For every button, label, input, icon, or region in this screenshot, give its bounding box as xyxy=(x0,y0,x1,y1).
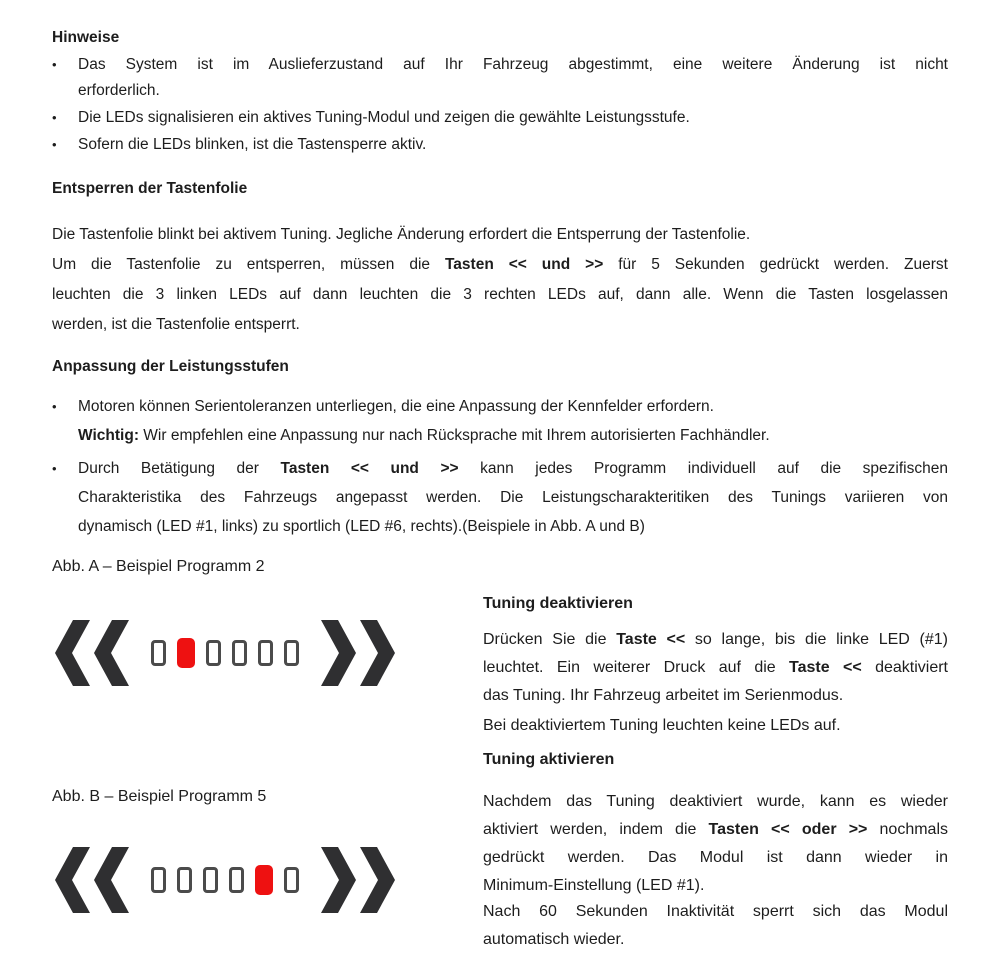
bullet-marker: • xyxy=(52,110,57,125)
bullet-item xyxy=(52,454,948,541)
section-title-hinweise: Hinweise xyxy=(52,29,120,46)
deactivate-paragraph-1 xyxy=(483,626,948,710)
double-chevron-left-icon xyxy=(55,620,129,686)
text: kann jedes Programm individuell auf die spezifischen xyxy=(458,460,948,477)
text-line xyxy=(483,872,948,900)
led-indicator-off xyxy=(203,867,218,893)
bullet-marker: • xyxy=(52,137,57,152)
led-indicator-off xyxy=(284,867,299,893)
text-line xyxy=(78,105,948,131)
bold-text: Taste << xyxy=(616,631,686,648)
text-line xyxy=(483,788,948,816)
text-line xyxy=(483,654,948,682)
text-line xyxy=(52,310,948,340)
text-line xyxy=(52,250,948,280)
bold-text: Tasten << und >> xyxy=(280,460,459,477)
figure-b xyxy=(55,847,395,913)
double-chevron-right-icon xyxy=(321,620,395,686)
bullet-text xyxy=(78,392,948,450)
text: Die Tastenfolie blinkt bei aktivem Tuning. Jegliche Änderung erfordert die Entsperrung der Tastenfolie. xyxy=(52,226,751,243)
text-line xyxy=(78,483,948,512)
bullet-text xyxy=(78,105,948,131)
led-indicator-off xyxy=(206,640,221,666)
text-line xyxy=(483,682,948,710)
deactivate-paragraph-2 xyxy=(483,712,948,740)
activate-paragraph-1 xyxy=(483,788,948,900)
double-chevron-right-icon xyxy=(321,847,395,913)
bold-text: Tasten << und >> xyxy=(444,256,604,273)
bold-text: Wichtig: xyxy=(78,427,139,444)
bullet-item xyxy=(52,52,948,104)
activate-paragraph-2 xyxy=(483,898,948,954)
bullet-text xyxy=(78,454,948,541)
text: Um die Tastenfolie zu entsperren, müssen die xyxy=(52,256,445,273)
text: Durch Betätigung der xyxy=(78,460,281,477)
figure-a xyxy=(55,620,395,686)
text-line xyxy=(78,454,948,483)
text-line xyxy=(52,280,948,310)
text: Wir empfehlen eine Anpassung nur nach Rücksprache mit Ihrem autorisierten Fachhändler. xyxy=(139,427,770,444)
text-line xyxy=(483,712,948,740)
text: aktiviert werden, indem die xyxy=(483,821,709,838)
led-indicator-off xyxy=(151,640,166,666)
bullet-marker: • xyxy=(52,57,57,72)
text: Die LEDs signalisieren ein aktives Tuning-Modul und zeigen die gewählte Leistungsstufe. xyxy=(78,109,690,126)
bullet-text xyxy=(78,52,948,104)
text: Nach 60 Sekunden Inaktivität sperrt sich das Modul xyxy=(483,903,948,920)
bullet-item xyxy=(52,392,948,450)
text-line xyxy=(52,220,948,250)
bullet-item xyxy=(52,105,948,131)
led-indicator-off xyxy=(284,640,299,666)
led-indicator-off xyxy=(177,867,192,893)
text-line xyxy=(483,898,948,926)
double-chevron-left-icon xyxy=(55,847,129,913)
text: so lange, bis die linke LED (#1) xyxy=(685,631,948,648)
text: für 5 Sekunden gedrückt werden. Zuerst xyxy=(603,256,948,273)
text-line xyxy=(78,52,948,78)
text-line xyxy=(78,78,948,104)
text: Motoren können Serientoleranzen unterliegen, die eine Anpassung der Kennfelder erfordern. xyxy=(78,398,714,415)
text: nochmals xyxy=(867,821,949,838)
text: Charakteristika des Fahrzeugs angepasst werden. Die Leistungscharakteritiken des Tunings variieren von xyxy=(78,489,948,506)
led-row-figure-b xyxy=(151,865,299,895)
text-line xyxy=(483,844,948,872)
led-row-figure-a xyxy=(151,638,299,668)
text: automatisch wieder. xyxy=(483,931,625,948)
text-line xyxy=(78,392,948,421)
text: deaktiviert xyxy=(861,659,948,676)
bold-text: Taste << xyxy=(789,659,862,676)
bullet-marker: • xyxy=(52,399,57,414)
text: leuchten die 3 linken LEDs auf dann leuchten die 3 rechten LEDs auf, dann alle. Wenn die Tasten losgelassen xyxy=(52,286,948,303)
text: erforderlich. xyxy=(78,82,160,99)
text-line xyxy=(78,512,948,541)
entsperren-paragraph xyxy=(52,220,948,340)
text: Das System ist im Auslieferzustand auf Ihr Fahrzeug abgestimmt, eine weitere Änderung ist nicht xyxy=(78,56,948,73)
text: leuchtet. Ein weiterer Druck auf die xyxy=(483,659,790,676)
text: Minimum-Einstellung (LED #1). xyxy=(483,877,705,894)
text: Bei deaktiviertem Tuning leuchten keine LEDs auf. xyxy=(483,717,841,734)
heading-tuning-aktivieren: Tuning aktivieren xyxy=(483,751,615,768)
led-indicator-off xyxy=(232,640,247,666)
led-indicator-off xyxy=(258,640,273,666)
led-indicator-off xyxy=(229,867,244,893)
hinweise-bullet-list xyxy=(52,52,948,158)
text-line xyxy=(78,132,948,158)
text: gedrückt werden. Das Modul ist dann wieder in xyxy=(483,849,948,866)
text-line xyxy=(483,816,948,844)
anpassung-bullet-list xyxy=(52,392,948,541)
section-title-entsperren: Entsperren der Tastenfolie xyxy=(52,180,248,197)
bullet-text xyxy=(78,132,948,158)
bold-text: Tasten << oder >> xyxy=(708,821,868,838)
figure-a-label: Abb. A – Beispiel Programm 2 xyxy=(52,558,265,575)
text-line xyxy=(483,626,948,654)
bullet-marker: • xyxy=(52,461,57,476)
text: Sofern die LEDs blinken, ist die Tastensperre aktiv. xyxy=(78,136,427,153)
text: werden, ist die Tastenfolie entsperrt. xyxy=(52,316,300,333)
heading-tuning-deaktivieren: Tuning deaktivieren xyxy=(483,595,633,612)
text-line xyxy=(483,926,948,954)
led-indicator-off xyxy=(151,867,166,893)
text: Nachdem das Tuning deaktiviert wurde, kann es wieder xyxy=(483,793,948,810)
text: das Tuning. Ihr Fahrzeug arbeitet im Serienmodus. xyxy=(483,687,844,704)
text: dynamisch (LED #1, links) zu sportlich (LED #6, rechts).(Beispiele in Abb. A und B) xyxy=(78,518,645,535)
figure-b-label: Abb. B – Beispiel Programm 5 xyxy=(52,788,267,805)
led-indicator-on xyxy=(255,865,273,895)
led-indicator-on xyxy=(177,638,195,668)
text-line xyxy=(78,421,948,450)
section-title-anpassung: Anpassung der Leistungsstufen xyxy=(52,358,289,375)
text: Drücken Sie die xyxy=(483,631,617,648)
bullet-item xyxy=(52,132,948,158)
